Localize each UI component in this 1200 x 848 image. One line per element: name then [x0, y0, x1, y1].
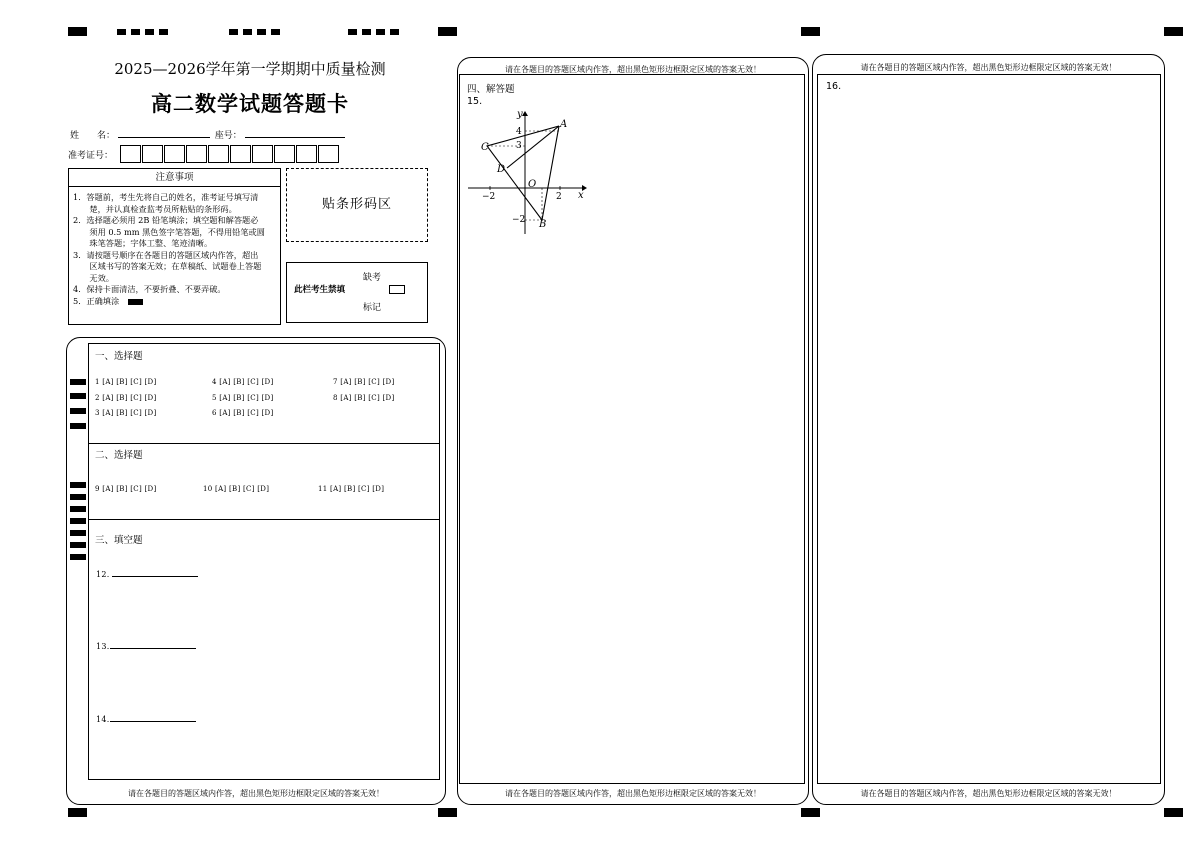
axis-label-x: x	[578, 190, 584, 201]
absent-label-bottom: 标记	[363, 303, 382, 313]
notice-item: 3．请按题号顺序在各题目的答题区域内作答，超出	[73, 249, 259, 260]
id-label: 准考证号：	[68, 151, 114, 161]
corner-mark-br	[1164, 808, 1183, 817]
section3-title: 三、填空题	[95, 535, 143, 546]
corner-mark-tm2	[801, 27, 820, 36]
absent-checkbox[interactable]	[389, 285, 405, 294]
notice-item: 2．选择题必须用 2B 铅笔填涂；填空题和解答题必	[73, 215, 259, 225]
point-label-O: O	[528, 179, 537, 190]
notice-item: 4．保持卡面清洁，不要折叠、不要弄破。	[73, 284, 226, 294]
warning-middle-top: 请在各题目的答题区域内作答，超出黑色矩形边框限定区域的答案无效！	[505, 65, 761, 74]
question-16-label: 16.	[826, 81, 842, 92]
mc-question[interactable]: 8 [A] [B] [C] [D]	[333, 394, 395, 402]
notice-item: 楚，并认真检查监考员所粘贴的条形码。	[73, 203, 237, 214]
fill-question-12[interactable]: 12.	[96, 570, 198, 579]
right-answer-frame	[817, 74, 1161, 784]
seat-label: 座号：	[214, 131, 242, 141]
mc-question[interactable]: 11 [A] [B] [C] [D]	[318, 485, 385, 493]
section-divider	[88, 443, 440, 444]
section4-title: 四、解答题	[467, 84, 515, 95]
corner-mark-tm	[438, 27, 457, 36]
corner-mark-tr	[1164, 27, 1183, 36]
corner-mark-bm	[438, 808, 457, 817]
mc-question[interactable]: 6 [A] [B] [C] [D]	[212, 409, 274, 417]
coordinate-figure	[464, 108, 592, 236]
seat-field[interactable]	[245, 127, 345, 138]
warning-right-top: 请在各题目的答题区域内作答，超出黑色矩形边框限定区域的答案无效！	[860, 63, 1117, 72]
fill-question-14[interactable]: 14.	[96, 715, 196, 724]
barcode-label: 贴条形码区	[321, 197, 392, 212]
card-title: 高二数学试题答题卡	[151, 91, 349, 116]
corner-mark-tl	[68, 27, 87, 36]
mc-question[interactable]: 5 [A] [B] [C] [D]	[212, 394, 274, 402]
notice-item: 区域书写的答案无效；在草稿纸、试题卷上答题	[73, 261, 262, 271]
notice-item: 5．正确填涂	[73, 296, 276, 308]
mc-question[interactable]: 2 [A] [B] [C] [D]	[95, 394, 157, 402]
section1-title: 一、选择题	[95, 351, 143, 362]
notice-title: 注意事项	[69, 169, 280, 187]
tick-label: 3	[516, 141, 522, 151]
notice-item: 须用 0.5 mm 黑色签字笔答题，不得用铅笔或圆	[73, 226, 265, 237]
notice-item: 无效。	[73, 272, 114, 283]
mc-question[interactable]: 4 [A] [B] [C] [D]	[212, 378, 274, 386]
name-row	[70, 127, 345, 141]
point-label-D: D	[497, 164, 506, 175]
notice-item: 1．答题前，考生先将自己的姓名，准考证号填写清	[73, 192, 259, 202]
mc-question[interactable]: 3 [A] [B] [C] [D]	[95, 409, 157, 417]
mc-question[interactable]: 1 [A] [B] [C] [D]	[95, 378, 157, 386]
point-label-C: C	[481, 142, 489, 153]
tick-label: −2	[512, 215, 526, 225]
absent-box	[286, 262, 428, 323]
id-boxes[interactable]	[120, 145, 341, 163]
warning-right-bottom: 请在各题目的答题区域内作答，超出黑色矩形边框限定区域的答案无效！	[860, 789, 1117, 798]
tick-label: 4	[516, 127, 522, 137]
section-divider	[88, 519, 440, 520]
exam-title: 2025—2026学年第一学期期中质量检测	[114, 60, 386, 78]
warning-left: 请在各题目的答题区域内作答，超出黑色矩形边框限定区域的答案无效！	[128, 789, 384, 798]
notice-list	[69, 187, 280, 307]
mc-question[interactable]: 7 [A] [B] [C] [D]	[333, 378, 395, 386]
question-15-label: 15.	[467, 96, 483, 107]
y-axis-arrow	[522, 111, 528, 116]
mc-question[interactable]: 10 [A] [B] [C] [D]	[203, 485, 270, 493]
point-label-B: B	[539, 219, 547, 230]
warning-middle-bottom: 请在各题目的答题区域内作答，超出黑色矩形边框限定区域的答案无效！	[505, 789, 761, 798]
segment-AD	[507, 126, 559, 168]
fill-question-13[interactable]: 13.	[96, 642, 196, 651]
point-label-A: A	[560, 119, 568, 130]
filled-sample-mark	[128, 299, 143, 305]
corner-mark-bl	[68, 808, 87, 817]
barcode-area	[286, 168, 428, 242]
tick-label: −2	[482, 192, 496, 202]
axis-label-y: y	[517, 109, 523, 120]
mc-question[interactable]: 9 [A] [B] [C] [D]	[95, 485, 157, 493]
notice-box	[68, 168, 281, 325]
section2-title: 二、选择题	[95, 450, 143, 461]
corner-mark-bm2	[801, 808, 820, 817]
tick-label: 2	[556, 192, 562, 202]
name-label: 姓 名：	[70, 131, 116, 141]
absent-label-left: 此栏考生禁填	[294, 285, 346, 295]
notice-item: 珠笔答题；字体工整、笔迹清晰。	[73, 238, 213, 248]
absent-label-top: 缺考	[363, 273, 382, 283]
name-field[interactable]	[118, 127, 210, 138]
